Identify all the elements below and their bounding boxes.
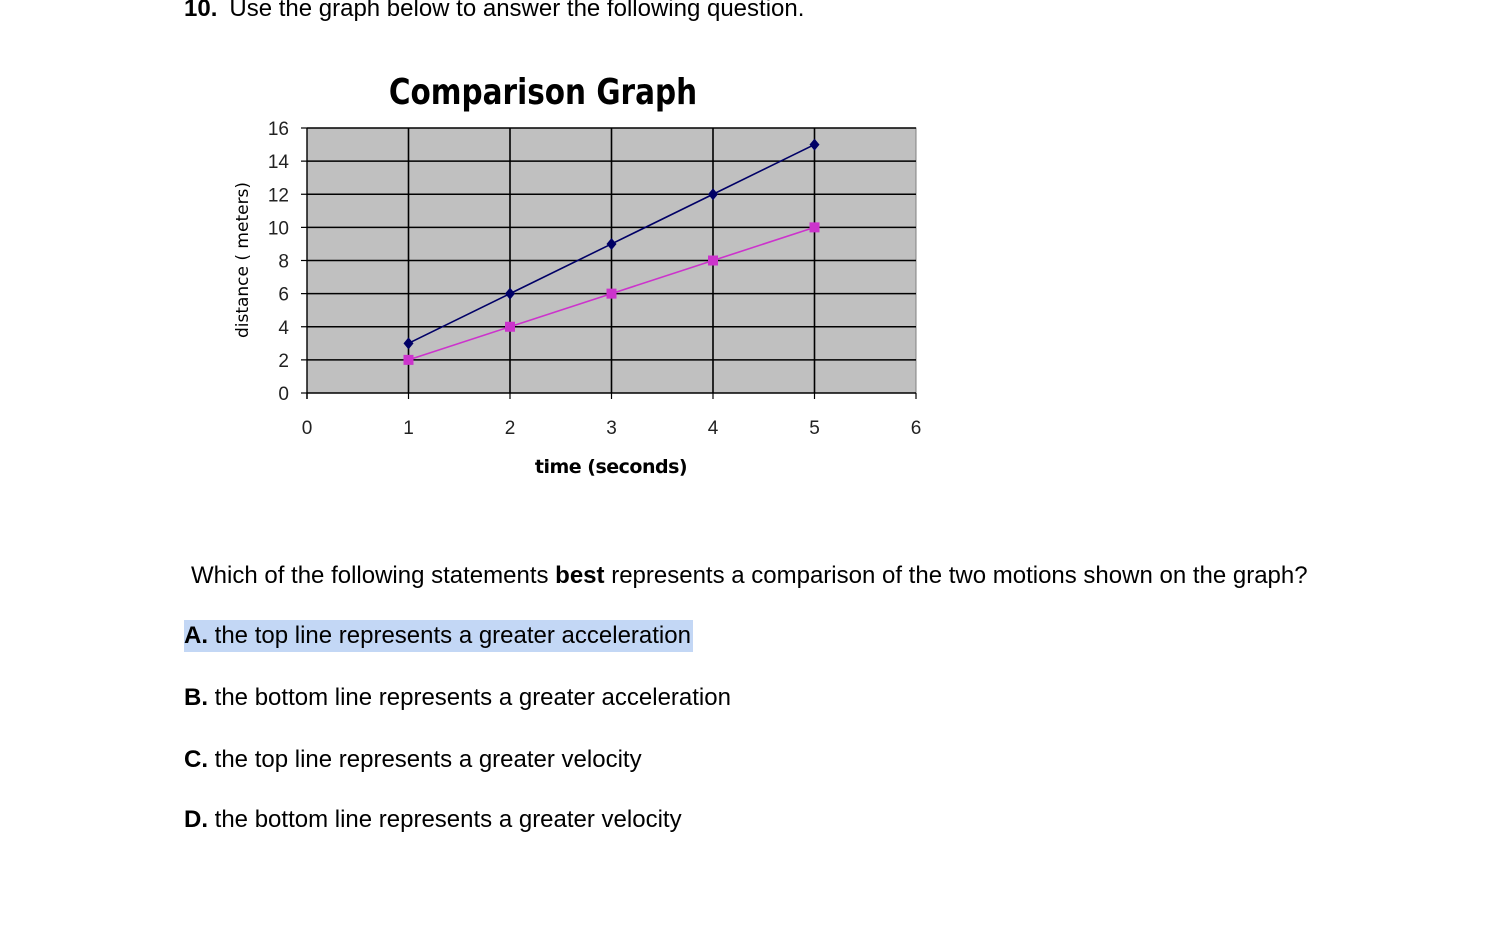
option-text: the bottom line represents a greater acceleration (208, 684, 731, 711)
option-b[interactable] (184, 682, 731, 714)
y-tick-label: 6 (278, 284, 289, 306)
question-before: Which of the following statements (191, 562, 556, 589)
y-tick-label: 14 (267, 152, 289, 174)
x-tick-label: 4 (707, 418, 719, 439)
option-a[interactable] (184, 620, 693, 652)
option-letter: D. (184, 806, 208, 833)
y-tick-label: 10 (267, 218, 289, 240)
question-instruction: Use the graph below to answer the following question. (229, 0, 805, 22)
data-point (708, 256, 718, 266)
y-tick-label: 0 (278, 384, 289, 405)
option-d[interactable] (184, 804, 682, 836)
question-emphasis: best (555, 562, 605, 589)
question-after: represents a comparison of the two motions shown on the graph? (604, 562, 1308, 589)
data-point (607, 289, 617, 299)
x-tick-label: 2 (504, 418, 516, 439)
option-text: the top line represents a greater acceleration (208, 622, 691, 649)
y-tick-label: 16 (267, 119, 289, 140)
x-tick-label: 6 (910, 418, 922, 439)
x-axis-label: time (seconds) (534, 456, 688, 478)
x-tick-label: 0 (301, 418, 313, 439)
option-letter: A. (184, 622, 208, 649)
option-letter: C. (184, 746, 208, 773)
y-tick-label: 2 (278, 350, 289, 372)
x-tick-label: 3 (606, 418, 617, 439)
y-tick-label: 4 (278, 317, 289, 339)
question-number: 10. (184, 0, 218, 22)
y-tick-label: 8 (278, 251, 289, 273)
x-tick-label: 5 (809, 418, 820, 439)
option-text: the top line represents a greater velocity (208, 746, 642, 773)
data-point (810, 222, 820, 232)
y-tick-label: 12 (267, 185, 289, 207)
x-tick-label: 1 (403, 418, 414, 439)
option-c[interactable] (184, 744, 642, 776)
y-axis-label: distance ( meters) (233, 181, 253, 339)
data-point (404, 355, 414, 365)
data-point (505, 322, 515, 332)
option-letter: B. (184, 684, 208, 711)
option-text: the bottom line represents a greater velocity (208, 806, 682, 833)
chart-title: Comparison Graph (388, 70, 698, 113)
question-text (191, 560, 1308, 592)
